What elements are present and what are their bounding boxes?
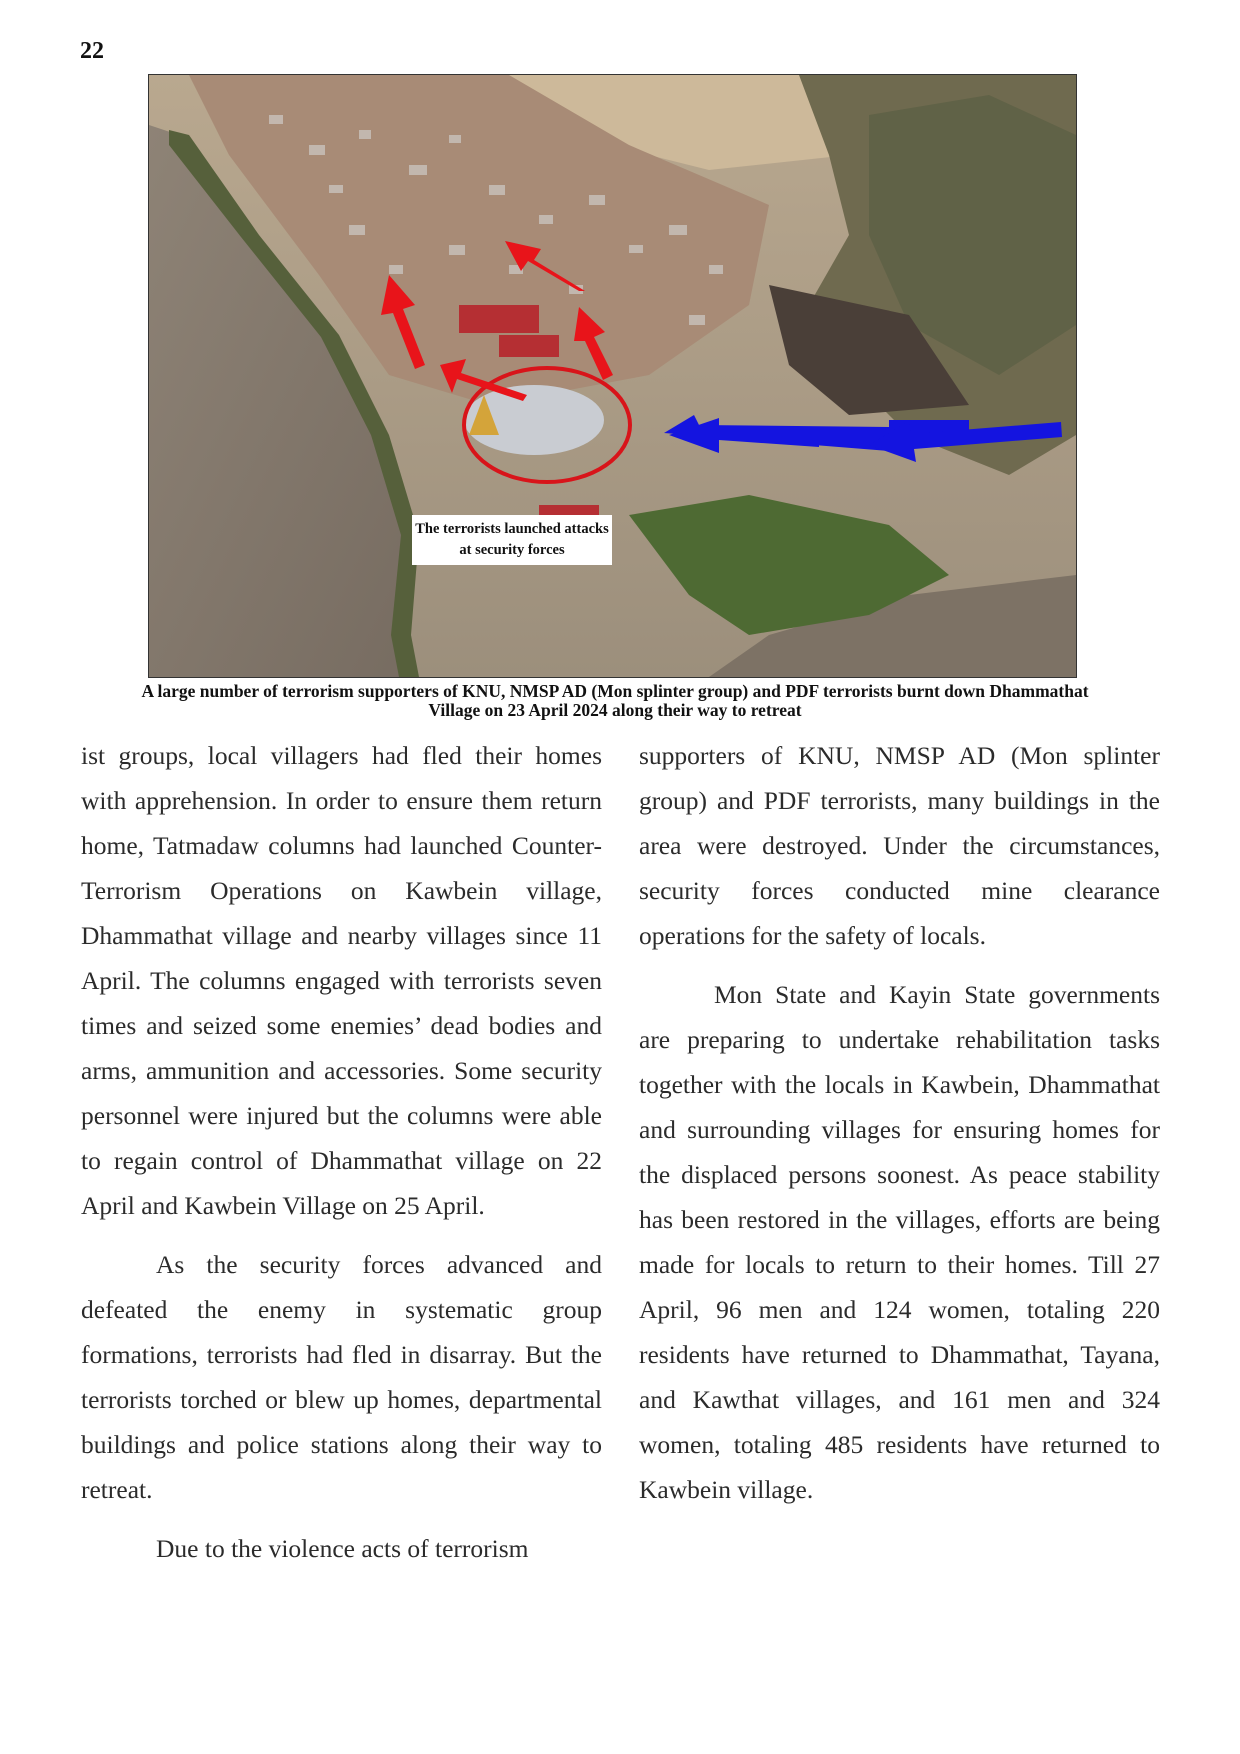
paragraph: Mon State and Kayin State governments are preparing to undertake rehabilitation tasks together with the locals in Kawbein, Dhammathat and surrounding villages for ensuring homes for the displaced persons soonest. As peace stability has been restored in the villages, efforts are being made for locals to return to their homes. Till 27 April, 96 men and 124 women, totaling 220 residents have returned to Dhammathat, Tayana, and Kawthat villages, and 161 men and 324 women, totaling 485 residents have returned to Kawbein village.	[639, 980, 1160, 1504]
aerial-photo-illustration	[149, 75, 1076, 677]
left-column	[81, 733, 602, 1585]
aerial-photo	[148, 74, 1077, 678]
right-column	[639, 733, 1160, 1526]
red-roof-building	[459, 305, 539, 333]
paragraph: ist groups, local villagers had fled their homes with apprehension. In order to ensure them return home, Tatmadaw columns had launched Counter-Terrorism Operations on Kawbein village, Dhammathat village and nearby villages since 11 April. The columns engaged with terrorists seven times and seized some enemies’ dead bodies and arms, ammunition and accessories. Some security personnel were injured but the columns were able to regain control of Dhammathat village on 22 April and Kawbein Village on 25 April.	[81, 741, 602, 1220]
photo-caption: A large number of terrorism supporters of KNU, NMSP AD (Mon splinter group) and PDF terrorists burnt down Dhammathat Village on 23 April 2024 along their way to retreat	[141, 681, 1089, 720]
red-roof-building	[499, 335, 559, 357]
photo-label: The terrorists launched attacks at security forces	[412, 515, 612, 565]
paragraph: supporters of KNU, NMSP AD (Mon splinter group) and PDF terrorists, many buildings in the area were destroyed. Under the circumstances, security forces conducted mine clearance operations for the safety of locals.	[639, 741, 1160, 950]
paragraph: As the security forces advanced and defeated the enemy in systematic group formations, terrorists had fled in disarray. But the terrorists torched or blew up homes, departmental buildings and police stations along their way to retreat.	[81, 1250, 602, 1504]
page-number: 22	[80, 38, 104, 64]
paragraph: Due to the violence acts of terrorism	[156, 1534, 529, 1563]
